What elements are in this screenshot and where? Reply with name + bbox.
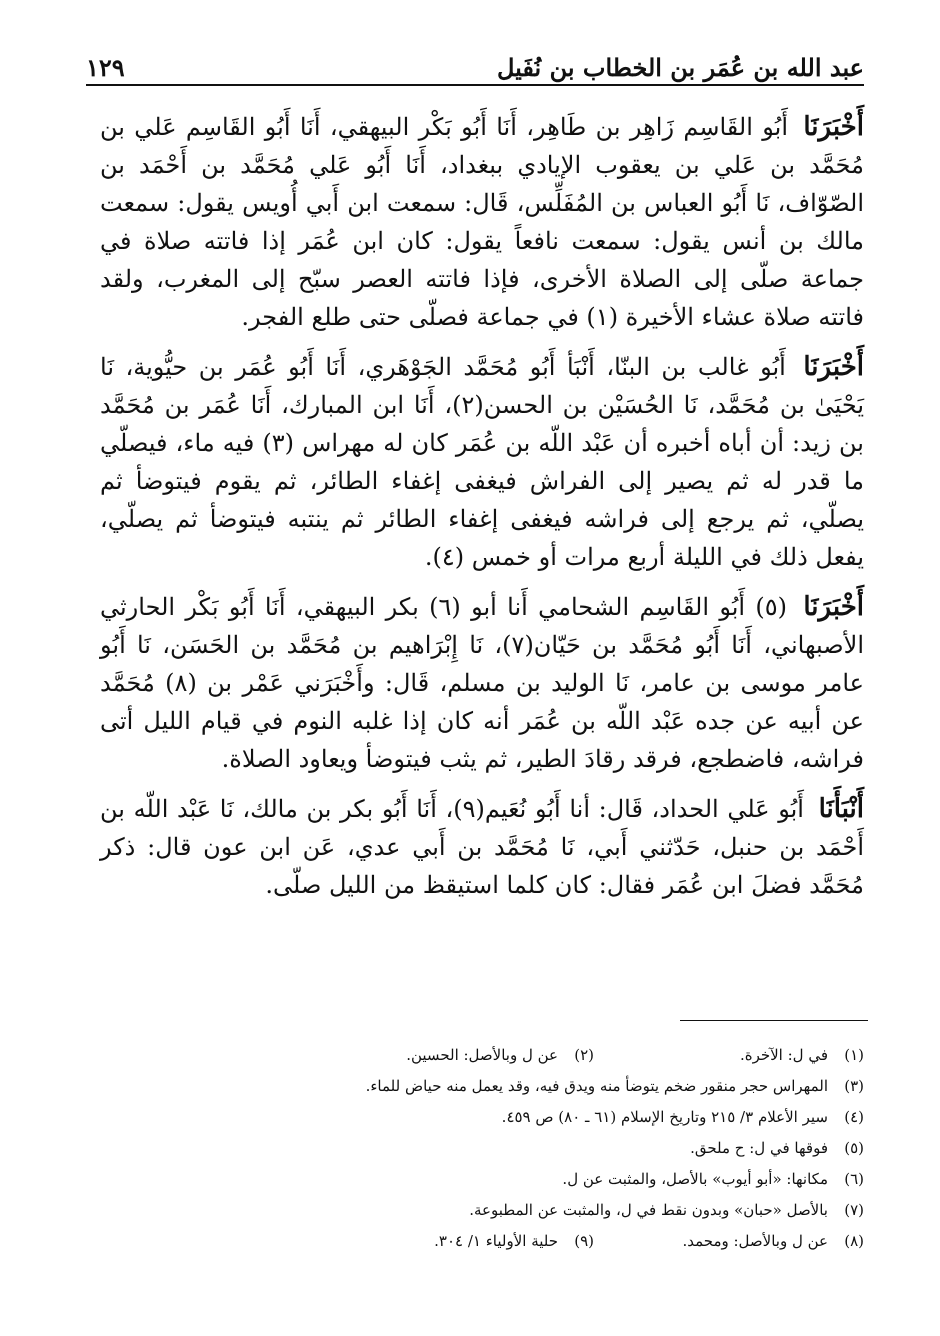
paragraph	[100, 588, 864, 778]
footnote-number: (٧)	[844, 1201, 864, 1219]
running-head	[86, 44, 864, 82]
paragraph-text: (٥) أَبُو القَاسِم الشحامي أَنا أبو (٦) بكر البيهقي، أَنَا أَبُو بَكْر الحارثي الأصبهاني، أَنَا أَبُو مُحَمَّد بن حَيّان(٧)، نَا إِبْرَاهيم بن مُحَمَّد بن الحَسَن، نَا أَبُو عامر موسى بن عامر، نَا الوليد بن مسلم، قَال: وأَخْبَرَني عَمْر بن (٨) مُحَمَّد عن أبيه عن جده عَبْد اللّه بن عُمَر أنه كان إذا غلبه النوم في قيام الليل أتى فراشه، فاضطجع، فرقد رقادَ الطير، ثم يثب فيتوضأ ويعاود الصلاة.	[100, 593, 864, 773]
paragraph-text: أَبُو غالب بن البنّا، أَنْبَأ أَبُو مُحَمَّد الجَوْهَري، أَنَا أَبُو عُمَر بن حيُّوية، نَا يَحْيَىٰ بن مُحَمَّد، نَا الحُسَيْن بن الحسن(٢)، أَنَا ابن المبارك، أَنَا عُمَر بن مُحَمَّد بن زيد: أن أباه أخبره أن عَبْد اللّه بن عُمَر كان له مهراس (٣) فيه ماء، فيصلّي ما قدر له ثم يصير إلى الفراش فيغفى إغفاء الطائر، ثم يقوم فيتوضأ ثم يصلّي، ثم يرجع إلى فراشه فيغفى إغفاء الطائر ثم ينتبه فيتوضأ ثم يصلّي، يفعل ذلك في الليلة أربع مرات أو خمس (٤).	[100, 353, 865, 571]
footnotes	[180, 1040, 864, 1257]
footnote-row	[180, 1226, 864, 1257]
footnote	[180, 1102, 864, 1133]
footnote-text: في ل: الآخرة.	[739, 1046, 828, 1064]
footnote	[180, 1164, 864, 1195]
footnote	[180, 1195, 864, 1226]
footnote-text: المهراس حجر منقور ضخم يتوضأ منه ويدق فيه، وقد يعمل منه حياض للماء.	[365, 1077, 828, 1095]
footnote-number: (٦)	[844, 1170, 864, 1188]
footnote-number: (١)	[844, 1046, 864, 1064]
footnote-number: (٩)	[574, 1232, 594, 1250]
header-rule	[86, 84, 864, 86]
footnote	[324, 1226, 594, 1257]
paragraph	[100, 108, 864, 336]
page-number: ١٢٩	[86, 53, 125, 82]
paragraph	[100, 348, 864, 576]
footnote-number: (٥)	[844, 1139, 864, 1157]
paragraph	[100, 790, 864, 904]
footnote-number: (٣)	[844, 1077, 864, 1095]
footnote-text: سير الأعلام ٣/ ٢١٥ وتاريخ الإسلام (٦١ ـ ٨٠) ص ٤٥٩.	[501, 1108, 828, 1126]
footnote-text: بالأصل «حبان» وبدون نقط في ل، والمثبت عن المطبوعة.	[469, 1201, 828, 1219]
footnote-row	[180, 1040, 864, 1071]
footnote-text: فوقها في ل: ح ملحق.	[690, 1139, 828, 1157]
footnote	[180, 1071, 864, 1102]
narration-lead: أَخْبَرَنَا	[803, 112, 864, 142]
footnote-text: حلية الأولياء ١/ ٣٠٤.	[434, 1232, 558, 1250]
paragraph-text: أَبُو عَلي الحداد، قَال: أنا أَبُو نُعَيم(٩)، أَنَا أَبُو بكر بن مالك، نَا عَبْد اللّه بن أَحْمَد بن حنبل، حَدّثني أَبي، نَا مُحَمَّد بن أَبي عدي، عَن ابن عون قال: ذكر مُحَمَّد فضلَ ابن عُمَر فقال: كان كلما استيقظ من الليل صلّى.	[100, 795, 864, 899]
footnote	[324, 1040, 594, 1071]
running-title: عبد الله بن عُمَر بن الخطاب بن نُفَيل	[496, 53, 864, 82]
footnote-text: عن ل وبالأصل: ومحمد.	[682, 1232, 828, 1250]
footnote-number: (٨)	[844, 1232, 864, 1250]
footnote	[594, 1040, 864, 1071]
footnote-text: مكانها: «أبو أيوب» بالأصل، والمثبت عن ل.	[562, 1170, 828, 1188]
footnote	[180, 1133, 864, 1164]
footnote-number: (٤)	[844, 1108, 864, 1126]
footnote-text: عن ل وبالأصل: الحسين.	[406, 1046, 558, 1064]
main-text	[100, 108, 864, 916]
footnote-number: (٢)	[574, 1046, 594, 1064]
footnote-rule	[680, 1020, 868, 1021]
paragraph-text: أَبُو القَاسِم زَاهِر بن طَاهِر، أَنَا أَبُو بَكْر البيهقي، أَنَا أَبُو القَاسِم عَلي بن مُحَمَّد بن عَلي بن يعقوب الإيادي ببغداد، أَنَا أَبُو عَلي مُحَمَّد بن أَحْمَد بن الصّوّاف، نَا أَبُو العباس بن المُفَلِّس، قَال: سمعت ابن أَبي أُويس يقول: سمعت مالك بن أنس يقول: سمعت نافعاً يقول: كان ابن عُمَر إذا فاتته صلاة في جماعة صلّى إلى الصلاة الأخرى، فإذا فاتته العصر سبّح إلى المغرب، ولقد فاتته صلاة عشاء الأخيرة (١) في جماعة فصلّى حتى طلع الفجر.	[100, 113, 864, 331]
narration-lead: أَخْبَرَنَا	[803, 592, 864, 622]
narration-lead: أَنْبَأَنَا	[818, 794, 864, 824]
narration-lead: أَخْبَرَنَا	[803, 352, 864, 382]
footnote	[594, 1226, 864, 1257]
